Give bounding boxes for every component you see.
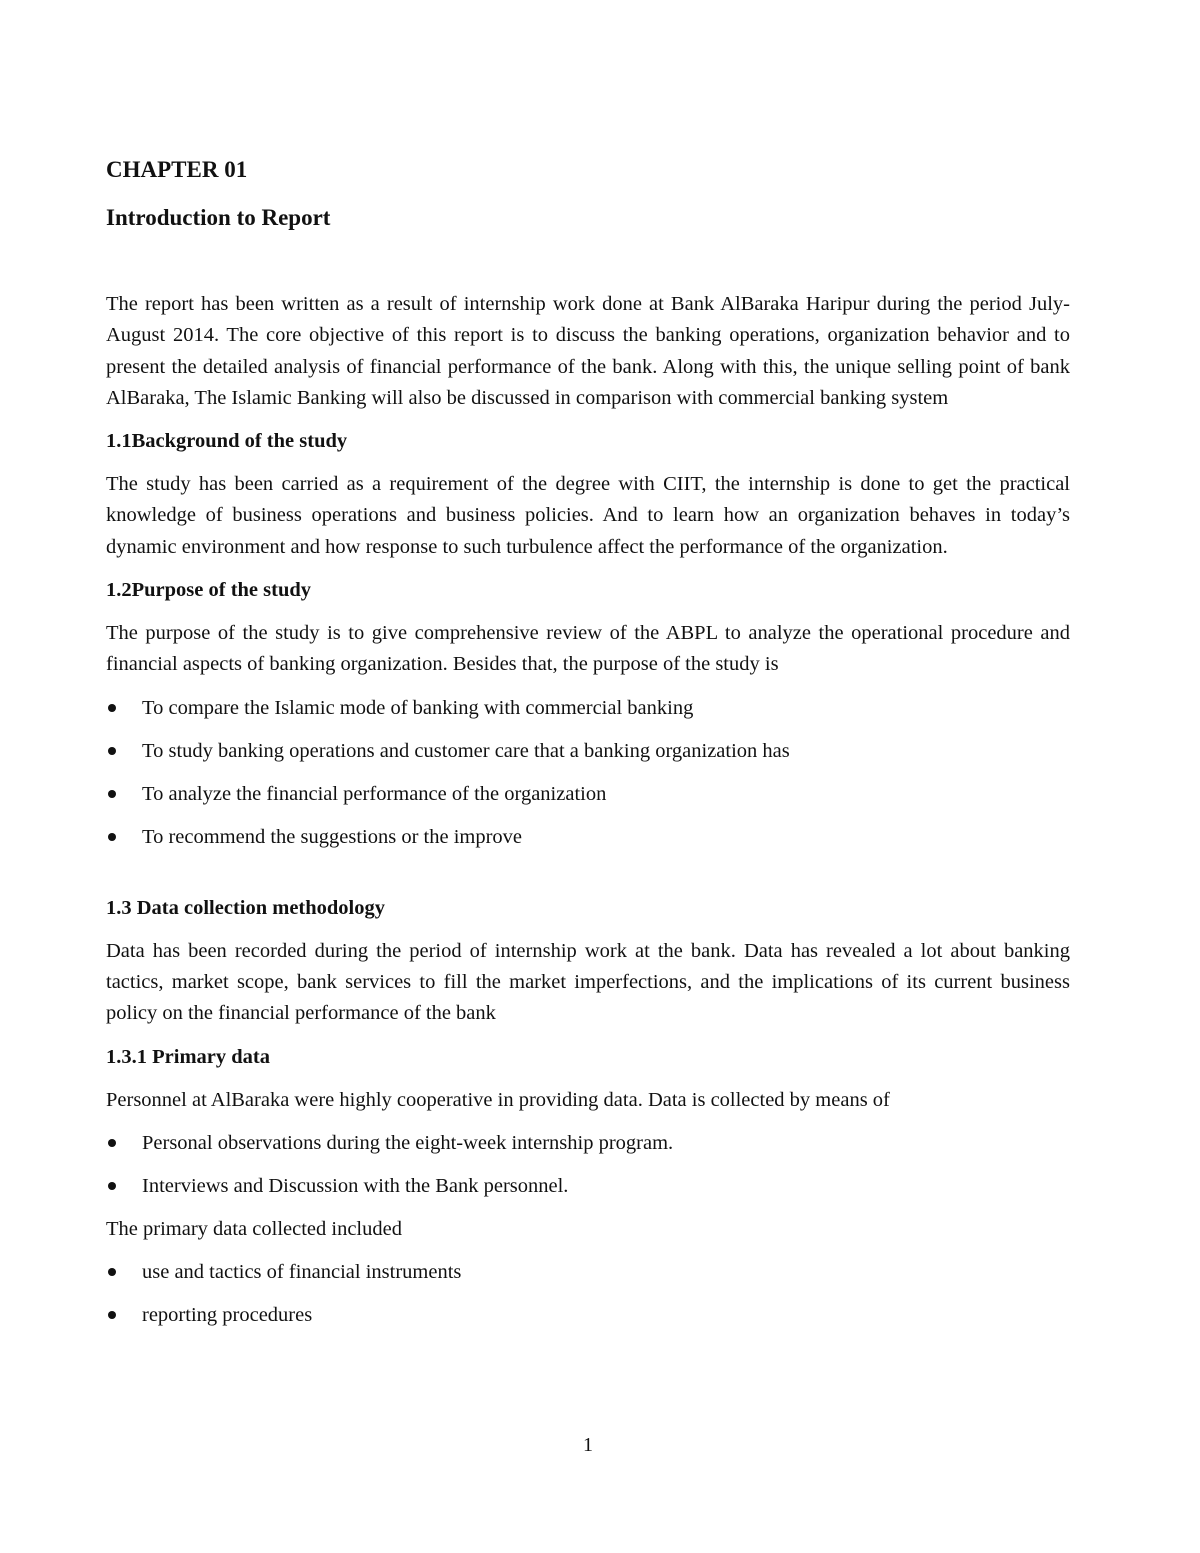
purpose-list <box>106 693 1070 853</box>
bullet-icon <box>108 704 116 712</box>
list-item-text: Interviews and Discussion with the Bank personnel. <box>142 1174 569 1197</box>
primary-data-means-list <box>106 1128 1070 1202</box>
list-item-text: reporting procedures <box>142 1304 313 1327</box>
purpose-heading: 1.2Purpose of the study <box>106 579 312 602</box>
bullet-icon <box>108 1139 116 1147</box>
bullet-icon <box>108 790 116 798</box>
list-item <box>106 693 1070 724</box>
bullet-icon <box>108 1268 116 1276</box>
bullet-icon <box>108 833 116 841</box>
list-item <box>106 1257 1070 1288</box>
list-item <box>106 736 1070 767</box>
list-item <box>106 1128 1070 1159</box>
list-item-text: To analyze the financial performance of the organization <box>142 782 607 805</box>
page-number: 1 <box>583 1434 593 1456</box>
data-collection-heading: 1.3 Data collection methodology <box>106 896 385 919</box>
list-item <box>106 779 1070 810</box>
list-item <box>106 822 1070 853</box>
primary-data-collected-intro: The primary data collected included <box>106 1217 402 1240</box>
chapter-label: CHAPTER 01 <box>106 157 248 182</box>
list-item-text: use and tactics of financial instruments <box>142 1261 462 1284</box>
purpose-paragraph: The purpose of the study is to give comprehensive review of the ABPL to analyze the operational procedure and financial aspects of banking organization. Besides that, the purpose of the study is <box>106 622 1070 676</box>
bullet-icon <box>108 1182 116 1190</box>
list-item-text: To compare the Islamic mode of banking with commercial banking <box>142 696 694 719</box>
intro-paragraph: The report has been written as a result of internship work done at Bank AlBaraka Haripur during the period July-August 2014. The core objective of this report is to discuss the banking operations, organization behavior and to present the detailed analysis of financial performance of the bank. Along with this, the unique selling point of bank AlBaraka, The Islamic Banking will also be discussed in comparison with commercial banking system <box>106 293 1070 409</box>
list-item-text: Personal observations during the eight-week internship program. <box>142 1131 674 1154</box>
bullet-icon <box>108 747 116 755</box>
data-collection-paragraph: Data has been recorded during the period of internship work at the bank. Data has revealed a lot about banking tactics, market scope, bank services to fill the market imperfections, and the implications of its current business policy on the financial performance of the bank <box>106 939 1070 1025</box>
background-paragraph: The study has been carried as a requirement of the degree with CIIT, the internship is done to get the practical knowledge of business operations and business policies. And to learn how an organization behaves in today’s dynamic environment and how response to such turbulence affect the performance of the organization. <box>106 473 1070 558</box>
list-item-text: To study banking operations and customer care that a banking organization has <box>142 739 790 762</box>
primary-data-collected-list <box>106 1257 1070 1331</box>
background-heading: 1.1Background of the study <box>106 430 348 453</box>
list-item <box>106 1171 1070 1202</box>
document-page <box>106 0 1070 1553</box>
bullet-icon <box>108 1311 116 1319</box>
body-content <box>106 289 1070 1343</box>
chapter-title: Introduction to Report <box>106 205 331 230</box>
list-item-text: To recommend the suggestions or the improve <box>142 825 523 848</box>
primary-data-heading: 1.3.1 Primary data <box>106 1045 270 1068</box>
primary-data-paragraph: Personnel at AlBaraka were highly cooperative in providing data. Data is collected by means of <box>106 1088 890 1111</box>
list-item <box>106 1300 1070 1331</box>
